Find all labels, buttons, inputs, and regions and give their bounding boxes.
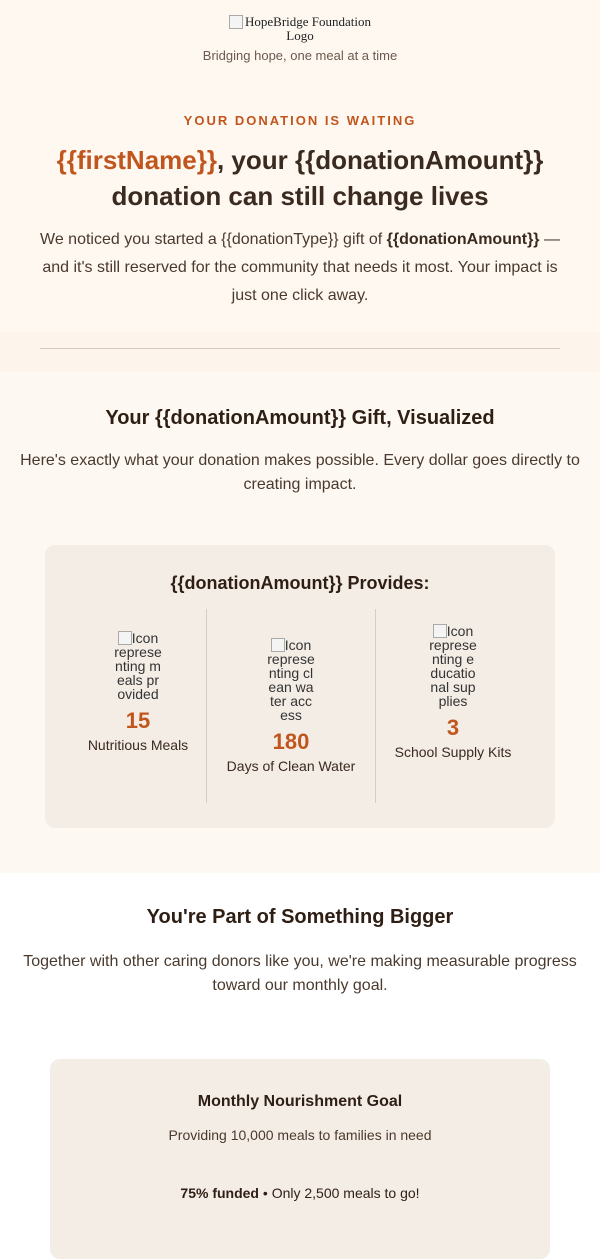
divider-line	[40, 348, 560, 349]
headline-text-2: donation can still change lives	[111, 181, 489, 211]
stat-meals	[78, 609, 198, 803]
divider-band	[0, 332, 600, 372]
stat-label: Nutritious Meals	[87, 737, 189, 753]
goal-separator: •	[259, 1185, 272, 1201]
logo-alt-text: HopeBridge Foundation Logo	[244, 14, 371, 43]
stat-value: 180	[272, 729, 310, 754]
broken-image-icon	[229, 15, 243, 29]
gift-visualized-section	[0, 372, 600, 873]
section-title: Your {{donationAmount}} Gift, Visualized	[105, 407, 495, 429]
headline-first-name: {{firstName}}	[56, 145, 217, 175]
eyebrow-label: YOUR DONATION IS WAITING	[183, 113, 417, 128]
stat-divider	[375, 609, 376, 803]
tagline: Bridging hope, one meal at a time	[202, 48, 398, 63]
intro-amount: {{donationAmount}}	[386, 231, 540, 248]
stat-divider	[206, 609, 207, 803]
supplies-icon: Icon representing educational supplies	[429, 623, 477, 709]
broken-image-icon	[433, 624, 447, 638]
stat-value: 3	[446, 715, 460, 740]
water-icon: Icon representing clean water access	[267, 637, 315, 723]
community-section	[0, 873, 600, 1200]
goal-progress-text	[50, 1185, 550, 1201]
broken-image-icon	[118, 631, 132, 645]
goal-card	[50, 1059, 550, 1259]
hero-headline	[30, 142, 570, 214]
stat-supplies	[388, 609, 518, 803]
stat-water	[221, 609, 361, 803]
stat-label: School Supply Kits	[394, 744, 512, 760]
intro-text-pre: We noticed you started a {{donationType}} gift of	[40, 231, 387, 248]
goal-title: Monthly Nourishment Goal	[197, 1093, 403, 1110]
logo-image[interactable]	[220, 15, 380, 42]
stat-value: 15	[125, 708, 151, 733]
meals-icon: Icon representing meals provided	[114, 630, 162, 702]
goal-remaining: Only 2,500 meals to go!	[271, 1185, 420, 1201]
broken-image-icon	[271, 638, 285, 652]
impact-card-title: {{donationAmount}} Provides:	[170, 573, 430, 593]
goal-description: Providing 10,000 meals to families in need	[168, 1127, 432, 1143]
hero-section	[0, 0, 600, 332]
section-subtitle: Here's exactly what your donation makes possible. Every dollar goes directly to creating impact.	[20, 452, 580, 493]
section-subtitle: Together with other caring donors like you, we're making measurable progress toward our monthly goal.	[23, 953, 577, 994]
stat-label: Days of Clean Water	[226, 758, 356, 774]
hero-intro	[30, 226, 570, 310]
headline-text-1: , your {{donationAmount}}	[216, 145, 544, 175]
section-title: You're Part of Something Bigger	[146, 906, 454, 928]
intro-text-post: — and it's still reserved for the community that needs it most. Your impact is just one click away.	[42, 231, 560, 304]
goal-funded: 75% funded	[180, 1185, 259, 1201]
impact-card	[45, 545, 555, 828]
